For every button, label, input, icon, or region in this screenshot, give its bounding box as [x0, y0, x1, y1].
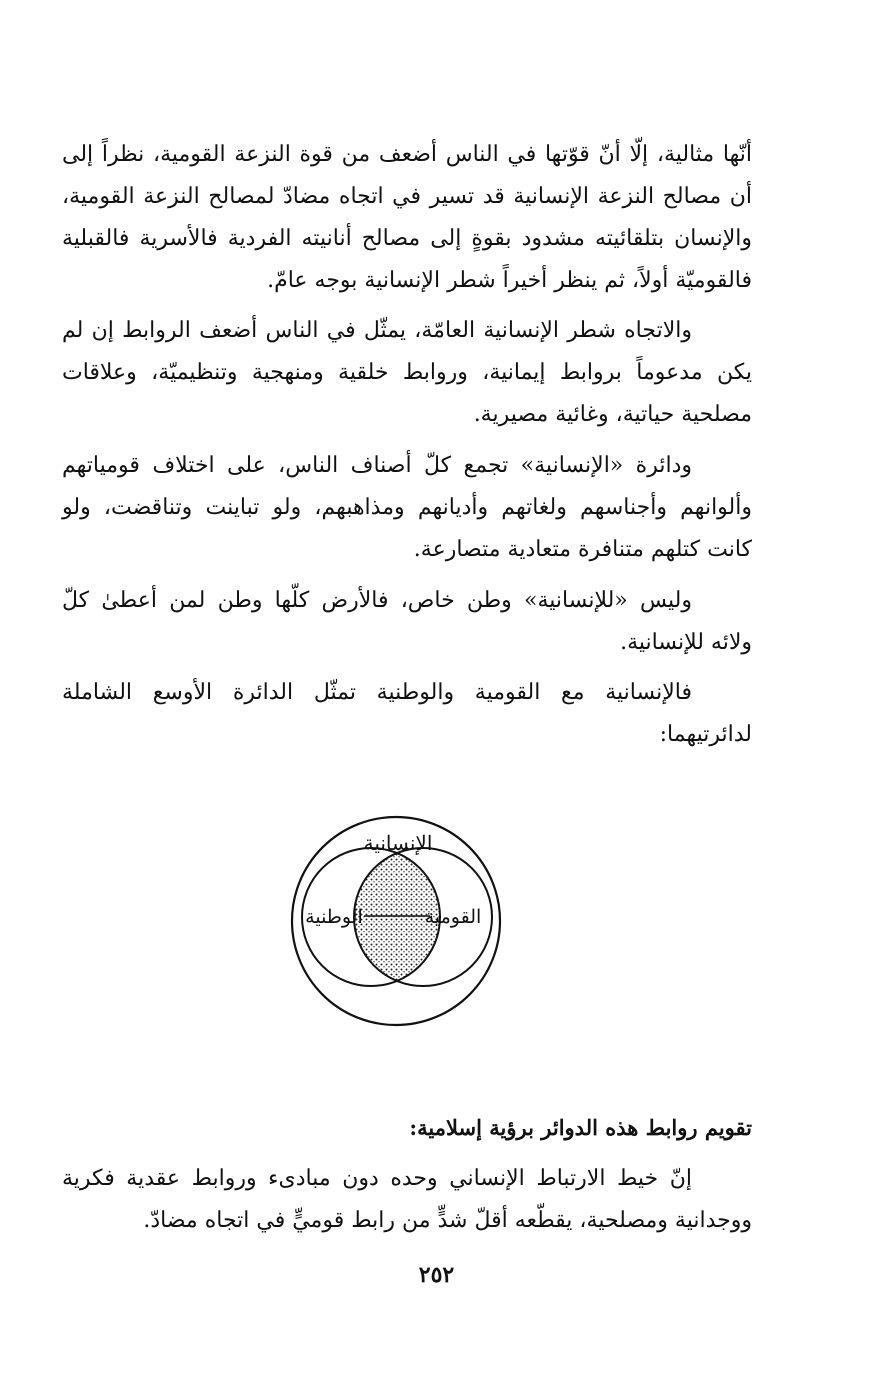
- paragraph-1: أنّها مثالية، إلّا أنّ قوّتها في الناس أضعف من قوة النزعة القومية، نظراً إلى أن مصالح النزعة الإنسانية قد تسير في اتجاه مضادّ لمصالح النزعة القومية، والإنسان بتلقائيته مشدود بقوةٍ إلى مصالح أنانيته الفردية فالأسرية فالقبلية فالقوميّة أولاً، ثم ينظر أخيراً شطر الإنسانية بوجه عامّ.: [62, 142, 752, 293]
- paragraph-6: إنّ خيط الارتباط الإنساني وحده دون مبادىء وروابط عقدية فكرية ووجدانية ومصلحية، يقطّعه أقلّ شدٍّ من رابط قوميٍّ في اتجاه مضادّ.: [62, 1166, 752, 1233]
- paragraph-2: والاتجاه شطر الإنسانية العامّة، يمثّل في الناس أضعف الروابط إن لم يكن مدعوماً بروابط إيمانية، وروابط خلقية ومنهجية وتنظيميّة، وعلاقات مصلحية حياتية، وغائية مصيرية.: [62, 318, 752, 427]
- paragraph-3: ودائرة «الإنسانية» تجمع كلّ أصناف الناس، على اختلاف قومياتهم وألوانهم وأجناسهم ولغاتهم وأديانهم ومذاهبهم، ولو تباينت وتناقضت، ولو كانت كتلهم متنافرة متعادية متصارعة.: [62, 453, 752, 562]
- circles-diagram: [290, 808, 502, 1034]
- left-label: الوطنية: [305, 906, 363, 928]
- paragraph-5: فالإنسانية مع القومية والوطنية تمثّل الدائرة الأوسع الشاملة لدائرتيهما:: [62, 680, 752, 747]
- venn-diagram: [290, 808, 502, 1034]
- section-heading: تقويم روابط هذه الدوائر برؤية إسلامية:: [409, 1115, 752, 1140]
- paragraph-4: وليس «للإنسانية» وطن خاص، فالأرض كلّها وطن لمن أعطىٰ كلّ ولائه للإنسانية.: [62, 588, 752, 655]
- page-number: ٢٥٢: [418, 1262, 455, 1288]
- outer-label: الإنسانية: [363, 831, 433, 855]
- right-label: القومية: [424, 906, 482, 928]
